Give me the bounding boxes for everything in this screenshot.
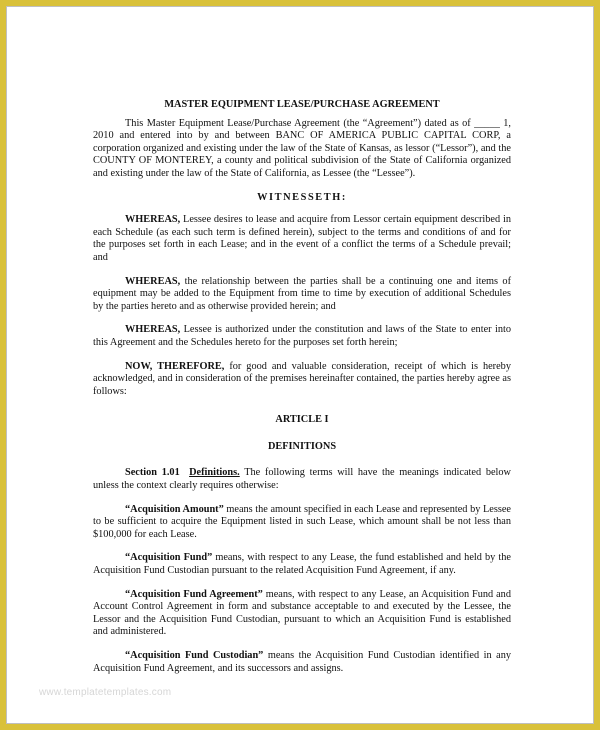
recital-paragraph	[93, 214, 511, 264]
article-title: DEFINITIONS	[267, 440, 337, 452]
definition-text: means the Acquisition Fund Custodian identified in any Acquisition Fund Agreement, and its successors and assigns.	[93, 650, 511, 674]
recital-text: Lessee is authorized under the constitution and laws of the State to enter into this Agreement and the Schedules hereto for the purposes set forth herein;	[93, 324, 511, 348]
definition-term: “Acquisition Fund Agreement”	[125, 588, 263, 600]
section-text: The following terms will have the meanings indicated below unless the context clearly requires otherwise:	[93, 467, 511, 492]
definition-term: “Acquisition Amount”	[125, 503, 224, 515]
definition-paragraph	[93, 589, 511, 639]
section-number: Section 1.01	[125, 467, 180, 479]
definition-text: means the amount specified in each Lease and represented by Lessee to be sufficient to acquire the Equipment listed in such Lease, which amount shall be not less than $100,000 for each Lease.	[93, 503, 511, 540]
intro-paragraph: This Master Equipment Lease/Purchase Agreement (the “Agreement”) dated as of _____ 1, 2010 and entered into by and between BANC OF AMERICA PUBLIC CAPITAL CORP, a corporation organized and existing under the law of the State of Kansas, as lessor (“Lessor”), and the COUNTY OF MONTEREY, a county and political subdivision of the State of California organized and existing under the law of the State of California, as Lessee (the “Lessee”).	[93, 117, 511, 179]
recital-text: Lessee desires to lease and acquire from Lessor certain equipment described in each Schedule (as each such term is defined herein), subject to the terms and conditions of and for the purposes set forth in each Lease; and in the event of a conflict the terms of a Schedule prevail; and	[93, 214, 511, 263]
recital-paragraph	[93, 324, 511, 349]
recital-text: for good and valuable consideration, receipt of which is hereby acknowledged, and in consideration of the premises hereinafter contained, the parties hereby agree as follows:	[93, 360, 511, 397]
section-paragraph	[93, 467, 511, 492]
document-title: MASTER EQUIPMENT LEASE/PURCHASE AGREEMENT	[164, 99, 440, 110]
definition-paragraph	[93, 552, 511, 577]
witnesseth-heading: WITNESSETH:	[257, 191, 347, 203]
section-heading: Definitions.	[189, 467, 240, 479]
recital-paragraph	[93, 361, 511, 399]
definition-text: means, with respect to any Lease, an Acquisition Fund and Account Control Agreement in form and substance acceptable to and executed by the Lessee, the Lessor and the Acquisition Fund Custodian, pursuant to which an Acquisition Fund is established and administered.	[93, 588, 511, 638]
recital-lead: NOW, THEREFORE,	[125, 360, 225, 372]
definition-text: means, with respect to any Lease, the fund established and held by the Acquisition Fund Custodian pursuant to the related Acquisition Fund Agreement, if any.	[93, 552, 511, 577]
definition-paragraph	[93, 504, 511, 542]
recital-lead: WHEREAS,	[125, 275, 181, 287]
definition-paragraph	[93, 650, 511, 675]
document-page	[6, 6, 594, 724]
definition-term: “Acquisition Fund”	[125, 552, 213, 564]
recital-lead: WHEREAS,	[125, 324, 181, 336]
definition-term: “Acquisition Fund Custodian”	[125, 650, 264, 661]
document-body	[93, 99, 511, 686]
article-heading: ARTICLE I	[275, 414, 329, 426]
recital-lead: WHEREAS,	[125, 214, 181, 226]
recital-paragraph	[93, 276, 511, 314]
watermark-text: www.templatetemplates.com	[39, 687, 172, 698]
recital-text: the relationship between the parties shall be a continuing one and items of equipment may be added to the Equipment from time to time by execution of additional Schedules by the parties hereto and as otherwise provided herein; and	[93, 275, 511, 312]
